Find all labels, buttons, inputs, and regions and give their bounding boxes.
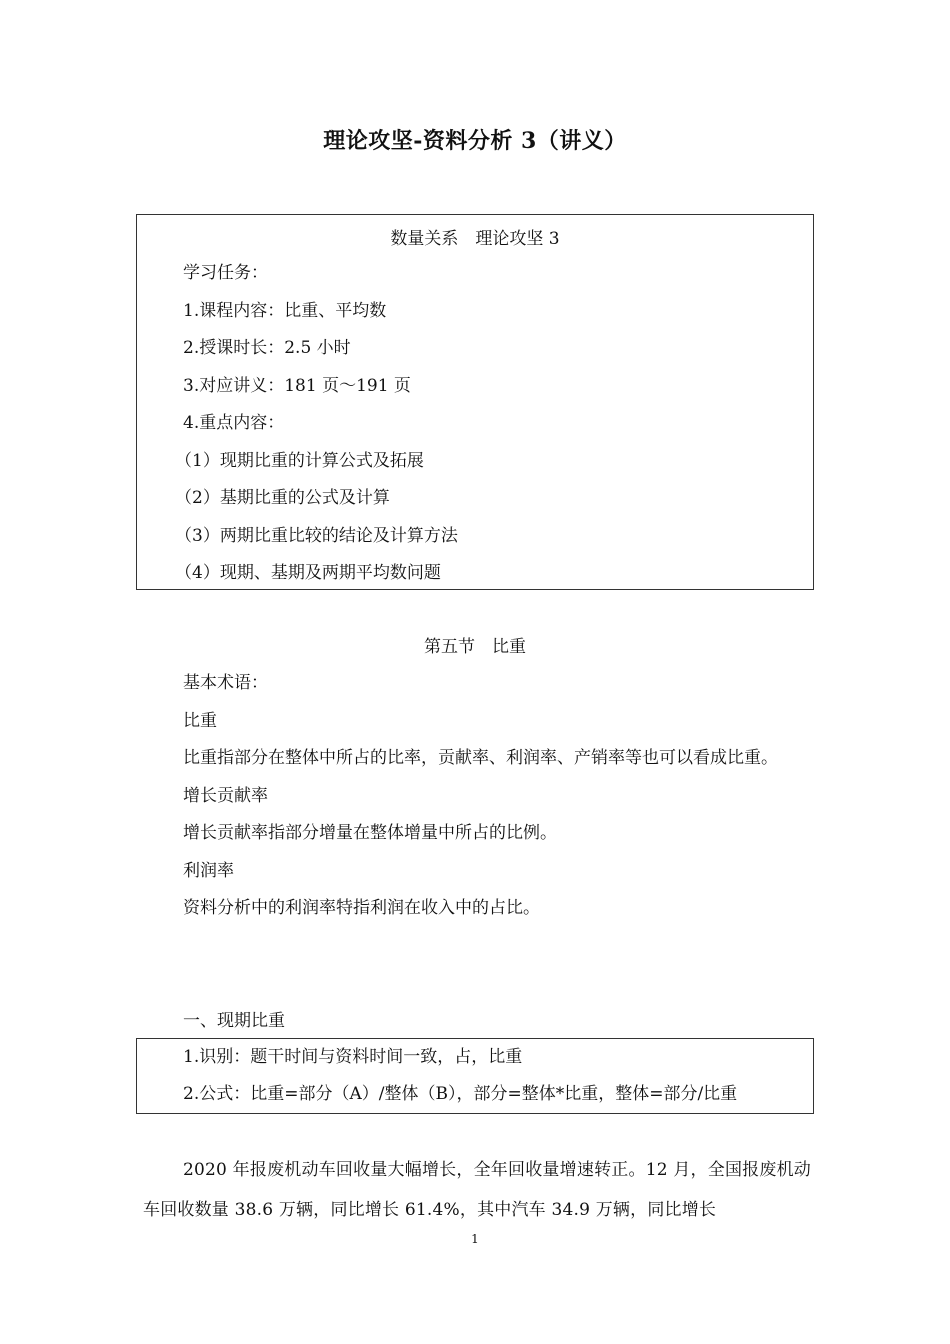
paragraph: 利润率: [183, 860, 234, 881]
paragraph: 增长贡献率: [183, 785, 268, 806]
subsection-heading: 一、现期比重: [183, 1011, 285, 1031]
task-line: 3.对应讲义：181 页～191 页: [183, 375, 411, 396]
task-line: 1.课程内容：比重、平均数: [183, 300, 387, 321]
terms-block: [143, 665, 811, 928]
learning-task-box: [136, 214, 814, 590]
task-line: （1）现期比重的计算公式及拓展: [175, 450, 424, 471]
section-heading: 第五节 比重: [424, 637, 526, 657]
task-line: （3）两期比重比较的结论及计算方法: [175, 525, 458, 546]
task-line: 2.授课时长：2.5 小时: [183, 338, 351, 358]
task-line: 4.重点内容：: [183, 413, 285, 433]
task-line: （4）现期、基期及两期平均数问题: [175, 563, 441, 583]
formula-line: 1.识别：题干时间与资料时间一致，占，比重: [183, 1047, 523, 1067]
task-box-heading: 数量关系 理论攻坚 3: [390, 229, 560, 249]
task-list: [137, 255, 813, 593]
formula-line: 2.公式：比重=部分（A）/整体（B），部分=整体*比重，整体=部分/比重: [183, 1084, 738, 1104]
example-paragraph: 2020 年报废机动车回收量大幅增长，全年回收量增速转正。12 月，全国报废机动车回收数量 38.6 万辆，同比增长 61.4%，其中汽车 34.9 万辆，同比增长: [143, 1160, 811, 1220]
document-title: 理论攻坚-资料分析 3（讲义）: [323, 128, 627, 154]
paragraph: 基本术语：: [183, 673, 268, 693]
paragraph: 比重: [183, 710, 217, 731]
paragraph: 增长贡献率指部分增量在整体增量中所占的比例。: [183, 823, 557, 843]
task-line: 学习任务：: [183, 263, 268, 283]
paragraph: 资料分析中的利润率特指利润在收入中的占比。: [183, 898, 540, 918]
formula-box: [136, 1038, 814, 1114]
example-block: [143, 1150, 811, 1230]
page-number: 1: [471, 1232, 479, 1246]
paragraph: 比重指部分在整体中所占的比率，贡献率、利润率、产销率等也可以看成比重。: [183, 748, 778, 768]
task-line: （2）基期比重的公式及计算: [175, 488, 390, 508]
